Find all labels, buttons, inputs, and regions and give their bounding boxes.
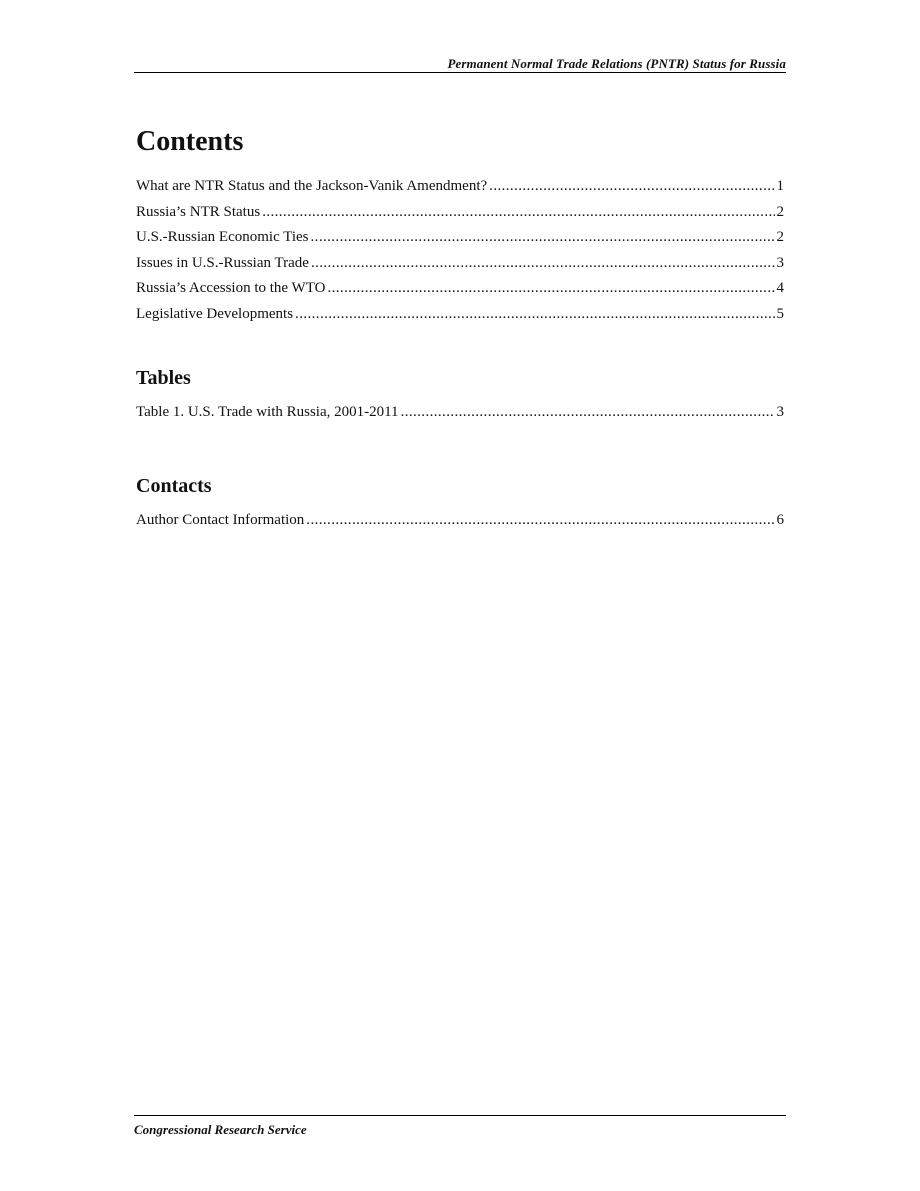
- toc-entry-trade-issues[interactable]: [136, 251, 784, 277]
- toc-entry-russia-ntr-status[interactable]: [136, 200, 784, 226]
- toc-entry-table-1[interactable]: [136, 400, 784, 426]
- dot-leader: [327, 276, 774, 302]
- toc-entry-ntr-status-jackson-vanik[interactable]: [136, 174, 784, 200]
- dot-leader: [295, 302, 774, 328]
- contacts-heading: Contacts: [136, 474, 212, 497]
- toc-entry-economic-ties[interactable]: [136, 225, 784, 251]
- toc-entry-page: 1: [776, 178, 784, 194]
- dot-leader: [311, 225, 775, 251]
- dot-leader: [311, 251, 775, 277]
- toc-entry-author-contact[interactable]: [136, 508, 784, 534]
- tables-heading: Tables: [136, 367, 191, 389]
- dot-leader: [401, 400, 775, 426]
- toc-entry-page: 2: [776, 203, 784, 220]
- toc-entry-title: What are NTR Status and the Jackson-Vanik Amendment?: [136, 178, 488, 194]
- toc-entry-title: Author Contact Information: [136, 511, 305, 528]
- running-header: Permanent Normal Trade Relations (PNTR) Status for Russia: [134, 55, 786, 73]
- dot-leader: [306, 508, 774, 534]
- toc-entry-wto-accession[interactable]: [136, 276, 784, 302]
- toc-entry-page: 5: [776, 305, 784, 322]
- toc-entry-title: Issues in U.S.-Russian Trade: [136, 254, 309, 271]
- toc-entry-page: 3: [776, 404, 784, 420]
- table-of-contents: [136, 122, 784, 533]
- toc-entry-title: Russia’s Accession to the WTO: [136, 280, 326, 296]
- running-footer: Congressional Research Service: [134, 1115, 786, 1138]
- contents-list: [136, 174, 784, 327]
- dot-leader: [262, 200, 774, 226]
- tables-list: [136, 400, 784, 426]
- toc-entry-page: 3: [776, 254, 784, 271]
- toc-entry-title: U.S.-Russian Economic Ties: [136, 229, 309, 245]
- toc-entry-title: Legislative Developments: [136, 305, 294, 322]
- toc-entry-legislative-developments[interactable]: [136, 302, 784, 328]
- contacts-list: [136, 508, 784, 534]
- contents-heading: Contents: [136, 126, 244, 157]
- toc-entry-page: 6: [776, 511, 784, 528]
- toc-entry-page: 2: [776, 229, 784, 245]
- toc-entry-title: Table 1. U.S. Trade with Russia, 2001-2011: [136, 404, 399, 420]
- dot-leader: [489, 174, 774, 200]
- toc-entry-title: Russia’s NTR Status: [136, 203, 261, 220]
- toc-entry-page: 4: [776, 280, 784, 296]
